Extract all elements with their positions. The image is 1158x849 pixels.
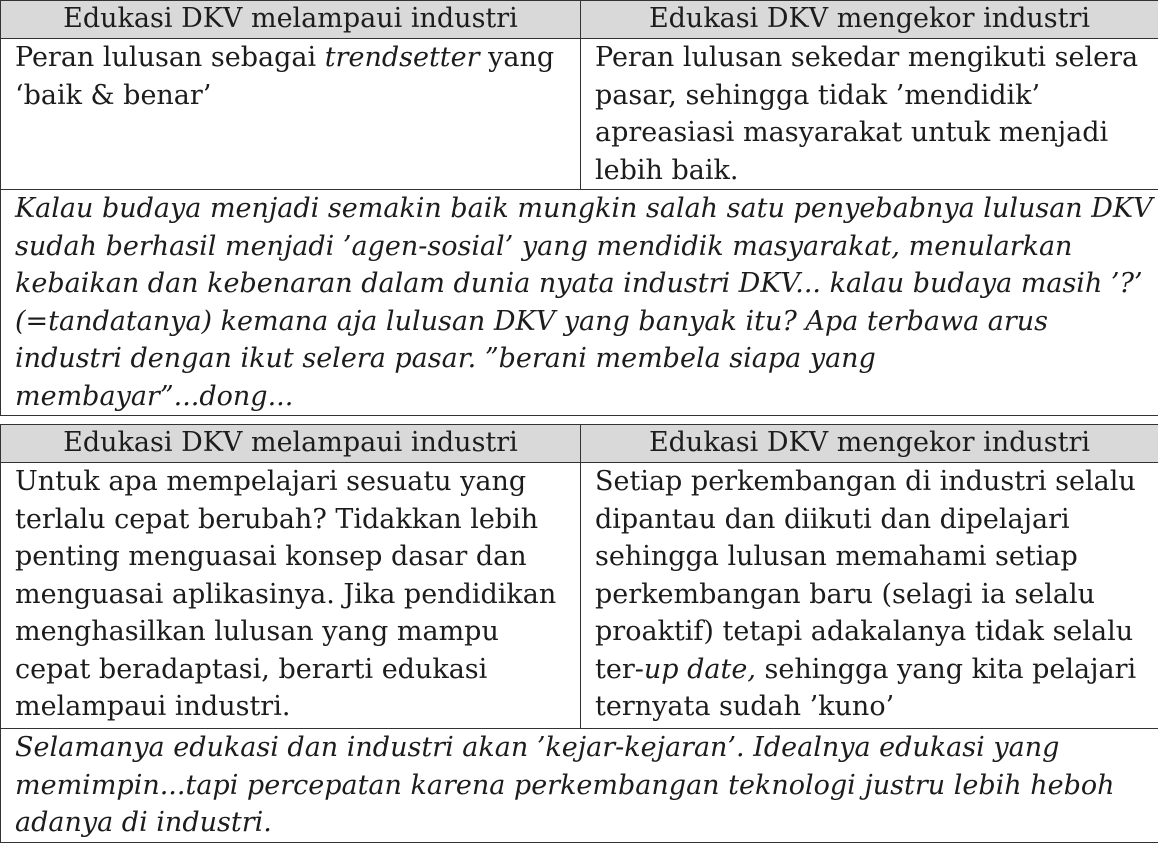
comparison-table-1	[0, 0, 1158, 416]
cell-text: sehingga yang kita pelajari ternyata sudah ’kuno’	[595, 653, 1137, 722]
body-row	[1, 463, 1158, 729]
body-row	[1, 39, 1158, 190]
note-row	[1, 190, 1158, 416]
cell-mengekor	[581, 463, 1158, 729]
cell-melampaui	[1, 39, 581, 190]
note-row	[1, 729, 1158, 843]
comparison-table-2	[0, 424, 1158, 843]
header-mengekor: Edukasi DKV mengekor industri	[581, 1, 1158, 39]
note-cell: Selamanya edukasi dan industri akan ’kejar-kejaran’. Idealnya edukasi yang memimpin...tapi percepatan karena perkembangan teknologi justru lebih heboh adanya di industri.	[1, 729, 1158, 843]
cell-text-italic: up date,	[643, 653, 756, 685]
header-row	[1, 1, 1158, 39]
cell-text-italic: trendsetter	[324, 42, 480, 73]
cell-melampaui: Untuk apa mempelajari sesuatu yang terlalu cepat berubah? Tidakkan lebih penting menguasai konsep dasar dan menguasai aplikasinya. Jika pendidikan menghasilkan lulusan yang mampu cepat beradaptasi, berarti edukasi melampaui industri.	[1, 463, 581, 729]
header-melampaui: Edukasi DKV melampaui industri	[1, 1, 581, 39]
cell-text: yang ‘baik & benar’	[15, 42, 555, 111]
cell-text: Peran lulusan sebagai	[15, 42, 325, 73]
header-melampaui: Edukasi DKV melampaui industri	[1, 425, 581, 463]
cell-text: Setiap perkembangan di industri selalu dipantau dan diikuti dan dipelajari sehingga lulusan memahami setiap perkembangan baru (selagi ia selalu proaktif) tetapi adakalanya tidak selalu ter-	[595, 466, 1136, 685]
header-mengekor: Edukasi DKV mengekor industri	[581, 425, 1158, 463]
header-row	[1, 425, 1158, 463]
note-cell: Kalau budaya menjadi semakin baik mungkin salah satu penyebabnya lulusan DKV sudah berhasil menjadi ’agen-sosial’ yang mendidik masyarakat, menularkan kebaikan dan kebenaran dalam dunia nyata industri DKV... kalau budaya masih ’?’ (=tandatanya) kemana aja lulusan DKV yang banyak itu? Apa terbawa arus industri dengan ikut selera pasar. ”berani membela siapa yang membayar”...dong...	[1, 190, 1158, 416]
cell-mengekor: Peran lulusan sekedar mengikuti selera pasar, sehingga tidak ’mendidik’ apreasiasi masyarakat untuk menjadi lebih baik.	[581, 39, 1158, 190]
